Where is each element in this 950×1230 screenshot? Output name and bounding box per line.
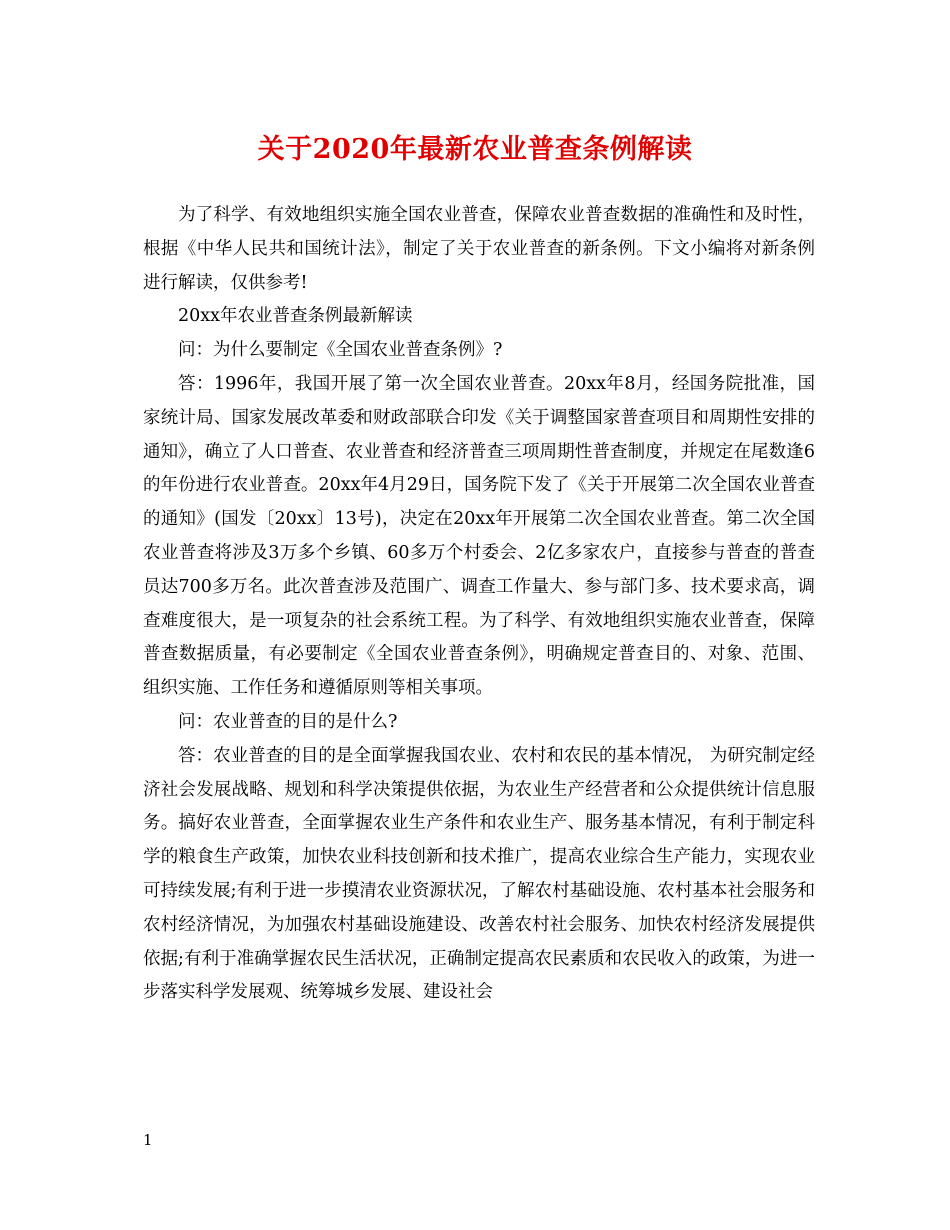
paragraph-subheading: 20xx年农业普查条例最新解读 — [178, 306, 413, 327]
page-number: 1 — [143, 1131, 153, 1149]
paragraph-intro: 为了科学、有效地组织实施全国农业普查，保障农业普查数据的准确性和及时性，根据《中华人民共和国统计法》，制定了关于农业普查的新条例。下文小编将对新条例进行解读，仅供参考! — [143, 205, 815, 293]
paragraph-answer-2: 答：农业普查的目的是全面掌握我国农业、农村和农民的基本情况， 为研究制定经济社会发展战略、规划和科学决策提供依据，为农业生产经营者和公众提供统计信息服务。搞好农业普查，全面掌握农业生产条件和农业生产、服务基本情况，有利于制定科学的粮食生产政策，加快农业科技创新和技术推广，提高农业综合生产能力，实现农业可持续发展;有利于进一步摸清农业资源状况，了解农村基础设施、农村基本社会服务和农村经济情况，为加强农村基础设施建设、改善农村社会服务、加快农村经济发展提供依据;有利于准确掌握农民生活状况，正确制定提高农民素质和农民收入的政策，为进一步落实科学发展观、统筹城乡发展、建设社会 — [143, 745, 815, 1003]
paragraph-question-1: 问：为什么要制定《全国农业普查条例》? — [178, 340, 503, 361]
paragraph-question-2: 问：农业普查的目的是什么? — [178, 711, 398, 732]
paragraph-answer-1: 答：1996年，我国开展了第一次全国农业普查。20xx年8月，经国务院批准，国家统计局、国家发展改革委和财政部联合印发《关于调整国家普查项目和周期性安排的通知》，确立了人口普查、农业普查和经济普查三项周期性普查制度，并规定在尾数逢6的年份进行农业普查。20xx年4月29日，国务院下发了《关于开展第二次全国农业普查的通知》(国发〔20xx〕13号)，决定在20xx年开展第二次全国农业普查。第二次全国农业普查将涉及3万多个乡镇、60多万个村委会、2亿多家农户，直接参与普查的普查员达700多万名。此次普查涉及范围广、调查工作量大、参与部门多、技术要求高，调查难度很大，是一项复杂的社会系统工程。为了科学、有效地组织实施农业普查，保障普查数据质量，有必要制定《全国农业普查条例》，明确规定普查目的、对象、范围、组织实施、工作任务和遵循原则等相关事项。 — [143, 373, 815, 699]
document-title: 关于2020年最新农业普查条例解读 — [257, 134, 693, 165]
document-body — [143, 199, 815, 1010]
